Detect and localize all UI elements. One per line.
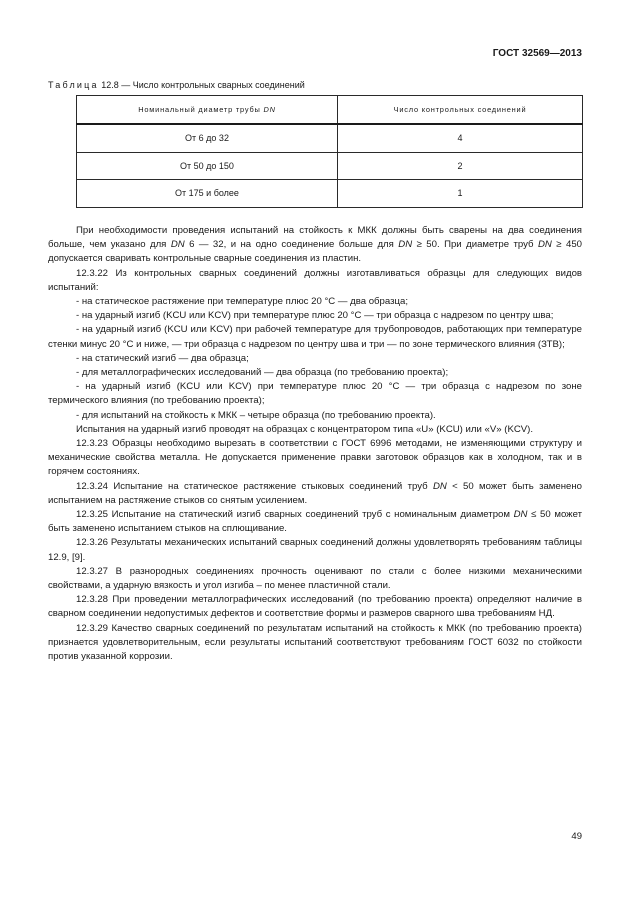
table-caption-word: Таблица: [48, 80, 99, 90]
cell-count: 1: [338, 180, 583, 208]
paragraph-12-3-29: 12.3.29 Качество сварных соединений по результатам испытаний на стойкость к МКК (по требованию проекта) признается удовлетворительным, если результаты испытаний соответствуют требованиям ГОСТ 6032 по стойкости против указанной коррозии.: [48, 622, 582, 663]
cell-count: 2: [338, 152, 583, 180]
paragraph-12-3-22: 12.3.22 Из контрольных сварных соединений должны изготавливаться образцы для следующих видов испытаний:: [48, 267, 582, 293]
table-row: [77, 124, 583, 152]
paragraph-impact-tests: Испытания на ударный изгиб проводят на образцах с концентратором типа «U» (KCU) или «V» (KCV).: [76, 423, 534, 435]
document-code: ГОСТ 32569—2013: [492, 48, 582, 59]
paragraph-12-3-27: 12.3.27 В разнородных соединениях прочность оценивают по стали с более низкими механическими свойствами, а ударную вязкость и угол изгиба – по менее пластичной стали.: [48, 565, 582, 592]
table-caption-title: 12.8 — Число контрольных сварных соединений: [101, 80, 305, 90]
column-header-diameter: Номинальный диаметр трубы DN: [77, 96, 338, 125]
page-number: 49: [571, 831, 582, 842]
list-item: - на ударный изгиб (KCU или KCV) при рабочей температуре для трубопроводов, работающих при температуре стенки минус 20 °С и ниже, — три образца с надрезом по центру шва и три — по зоне термического влияния (ЗТВ);: [48, 324, 582, 350]
paragraph-mkk-joints: При необходимости проведения испытаний на стойкость к МКК должны быть сварены на два соединения больше, чем указано для DN 6 — 32, и на одно соединение больше для DN ≥ 50. При диаметре труб DN ≥ 450 допускается сваривать контрольные сварные соединения из пластин.: [48, 225, 583, 265]
cell-count: 4: [338, 124, 583, 152]
cell-diameter: От 6 до 32: [77, 124, 338, 152]
paragraph-12-3-25: 12.3.25 Испытание на статический изгиб сварных соединений труб с номинальным диаметром DN ≤ 50 может быть заменено испытанием стыков на сплющивание.: [48, 509, 582, 535]
paragraph-12-3-24: 12.3.24 Испытание на статическое растяжение стыковых соединений труб DN < 50 может быть заменено испытанием на растяжение стыков со снятым усилением.: [48, 480, 583, 506]
cell-diameter: От 50 до 150: [77, 152, 338, 180]
list-item: - на статический изгиб — два образца;: [76, 352, 249, 364]
list-item: - для металлографических исследований — два образца (по требованию проекта);: [76, 367, 449, 379]
table-header-row: [77, 96, 583, 125]
list-item: - на ударный изгиб (KCU или KCV) при температуре плюс 20 °С — три образца с надрезом по зоне термического влияния (по требованию проекта);: [48, 381, 582, 407]
table-row: [77, 180, 583, 208]
list-item: - на статическое растяжение при температуре плюс 20 °С — два образца;: [76, 296, 409, 308]
body-text: [48, 224, 582, 664]
list-item: - для испытаний на стойкость к МКК – четыре образца (по требованию проекта).: [76, 409, 436, 421]
list-item: - на ударный изгиб (KCU или KCV) при температуре плюс 20 °С — три образца с надрезом по центру шва;: [76, 310, 554, 322]
paragraph-12-3-26: 12.3.26 Результаты механических испытаний сварных соединений должны удовлетворять требованиям таблицы 12.9, [9].: [48, 537, 582, 563]
paragraph-12-3-23: 12.3.23 Образцы необходимо вырезать в соответствии с ГОСТ 6996 методами, не изменяющими структуру и механические свойства металла. Не допускается применение правки заготовок образцов как в холодном, так и в горячем состояниях.: [48, 438, 582, 478]
paragraph-12-3-28: 12.3.28 При проведении металлографических исследований (по требованию проекта) определяют наличие в сварном соединении недопустимых дефектов и соответствие формы и размеров сварного шва требованиям НД.: [48, 594, 582, 620]
cell-diameter: От 175 и более: [77, 180, 338, 208]
table-row: [77, 152, 583, 180]
column-header-count: Число контрольных соединений: [338, 96, 583, 125]
table-caption: [48, 80, 305, 90]
welded-joints-table: [76, 95, 583, 208]
